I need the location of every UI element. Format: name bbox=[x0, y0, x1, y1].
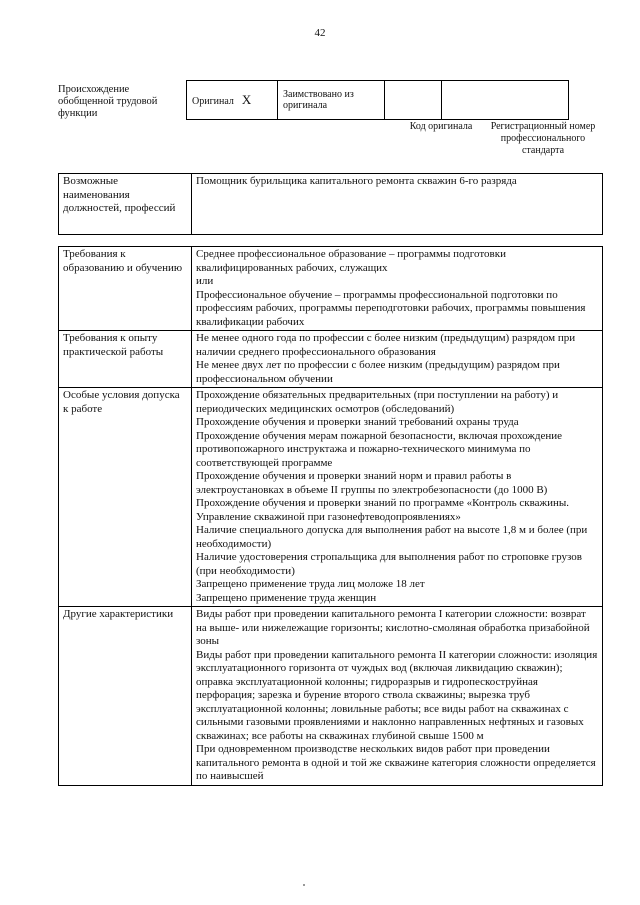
positions-table bbox=[58, 173, 603, 235]
positions-label: Возможные наименования должностей, профессий bbox=[59, 174, 192, 235]
row-line: Прохождение обучения и проверки знаний по программе «Контроль скважины. Управление скважиной при газонефтеводопроявлениях» bbox=[196, 497, 570, 523]
borrowed-cell bbox=[278, 81, 385, 120]
table-row bbox=[59, 247, 603, 331]
table-row bbox=[59, 388, 603, 607]
row-value bbox=[192, 388, 603, 607]
row-line: Наличие специального допуска для выполнения работ на высоте 1,8 м и более (при необходимости) bbox=[196, 524, 588, 550]
scan-dot bbox=[303, 884, 305, 886]
requirements-table bbox=[58, 246, 603, 786]
original-cell bbox=[187, 81, 278, 120]
original-label: Оригинал bbox=[192, 95, 234, 107]
row-line: Запрещено применение труда лиц моложе 18 лет bbox=[196, 578, 425, 590]
table-row bbox=[59, 331, 603, 388]
row-line: Прохождение обучения и проверки знаний требований охраны труда bbox=[196, 416, 519, 428]
positions-value: Помощник бурильщика капитального ремонта скважин 6-го разряда bbox=[192, 174, 603, 235]
row-value bbox=[192, 607, 603, 786]
code-cell bbox=[385, 81, 442, 120]
borrowed-label: Заимствовано из оригинала bbox=[283, 89, 354, 111]
row-label: Требования к образованию и обучению bbox=[59, 247, 192, 331]
row-line: Прохождение обучения мерам пожарной безопасности, включая прохождение противопожарного инструктажа и пожарно-технического минимума по соответствующей программе bbox=[196, 429, 563, 469]
row-line: Запрещено применение труда женщин bbox=[196, 591, 377, 604]
code-label: Код оригинала bbox=[409, 121, 473, 132]
row-label: Другие характеристики bbox=[59, 607, 192, 786]
row-line: Профессиональное обучение – программы профессиональной подготовки по профессиям рабочих, программы переподготовки рабочих, программы повышения квалификации рабочих bbox=[196, 288, 586, 328]
row-line: Прохождение обязательных предварительных (при поступлении на работу) и периодических медицинских осмотров (обследований) bbox=[196, 389, 559, 415]
origin-label: Происхождение обобщенной трудовой функции bbox=[58, 84, 158, 119]
reg-number-label: Регистрационный номер профессионального стандарта bbox=[490, 121, 596, 156]
row-line: При одновременном производстве нескольких видов работ при проведении капитального ремонта в одной и той же скважине категория сложности определяется по наивысшей bbox=[196, 743, 596, 782]
original-mark: X bbox=[241, 91, 252, 107]
row-value bbox=[192, 247, 603, 331]
row-line: Виды работ при проведении капитального ремонта I категории сложности: возврат на выше- или нижележащие горизонты; кислотно-смоляная обработка призабойной зоны bbox=[196, 608, 590, 647]
origin-table bbox=[186, 80, 569, 120]
row-label: Требования к опыту практической работы bbox=[59, 331, 192, 388]
row-line: или bbox=[196, 275, 214, 287]
row-line: Прохождение обучения и проверки знаний норм и правил работы в электроустановках в объеме II группы по электробезопасности (до 1000 В) bbox=[196, 470, 548, 496]
row-line: Не менее двух лет по профессии с более низким (предыдущим) разрядом при профессиональном обучении bbox=[196, 359, 560, 385]
row-line: Наличие удостоверения стропальщика для выполнения работ по строповке грузов (при необходимости) bbox=[196, 551, 582, 577]
reg-number-cell bbox=[442, 81, 569, 120]
row-label: Особые условия допуска к работе bbox=[59, 388, 192, 607]
row-line: Среднее профессиональное образование – программы подготовки квалифицированных рабочих, служащих bbox=[196, 248, 506, 274]
table-row bbox=[59, 607, 603, 786]
row-value bbox=[192, 331, 603, 388]
row-line: Виды работ при проведении капитального ремонта II категории сложности: изоляция эксплуатационного горизонта от чуждых вод (включая ликвидацию скважин); оправка эксплуатационной колонны; гидроразрыв и гидропескоструйная перфорация; зарезка и бурение второго ствола скважины; вырезка труб эксплуатационной колонны; ловильные работы; все виды работ на скважинах с сильными газовыми проявлениями и наклонно направленных нефтяных и газовых скважинах; все работы на скважинах глубиной свыше 1500 м bbox=[196, 648, 598, 742]
row-line: Не менее одного года по профессии с более низким (предыдущим) разрядом при наличии среднего профессионального образования bbox=[196, 332, 576, 358]
page-number: 42 bbox=[314, 27, 326, 39]
